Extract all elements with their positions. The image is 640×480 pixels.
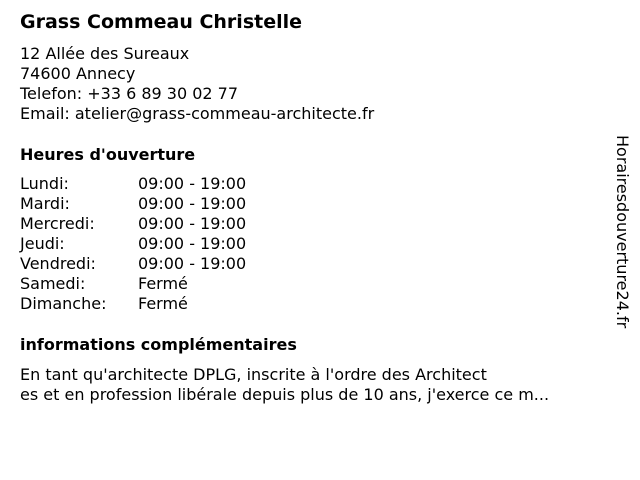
additional-info-heading: informations complémentaires <box>20 335 297 354</box>
hours-time-value: Fermé <box>138 274 188 293</box>
city-address: 74600 Annecy <box>20 64 136 83</box>
info-text-line: En tant qu'architecte DPLG, inscrite à l'ordre des Architect <box>20 365 487 384</box>
business-name: Grass Commeau Christelle <box>20 11 303 33</box>
hours-day-label: Vendredi: <box>20 254 96 273</box>
hours-time-value: 09:00 - 19:00 <box>138 214 247 233</box>
info-text-line: es et en profession libérale depuis plus de 10 ans, j'exerce ce m... <box>20 385 550 404</box>
hours-day-label: Mardi: <box>20 194 70 213</box>
hours-day-label: Mercredi: <box>20 214 95 233</box>
hours-time-value: 09:00 - 19:00 <box>138 234 247 253</box>
hours-day-label: Dimanche: <box>20 294 107 313</box>
hours-time-value: 09:00 - 19:00 <box>138 194 247 213</box>
hours-time-value: 09:00 - 19:00 <box>138 254 247 273</box>
opening-hours-heading: Heures d'ouverture <box>20 145 196 164</box>
street-address: 12 Allée des Sureaux <box>20 44 190 63</box>
site-watermark: Horairesdouverture24.fr <box>613 135 632 329</box>
hours-day-label: Samedi: <box>20 274 86 293</box>
business-address <box>20 44 374 124</box>
phone-number[interactable]: Telefon: +33 6 89 30 02 77 <box>20 84 239 103</box>
email-address[interactable]: Email: atelier@grass-commeau-architecte.fr <box>20 104 375 123</box>
hours-day-label: Lundi: <box>20 174 69 193</box>
hours-time-value: 09:00 - 19:00 <box>138 174 247 193</box>
additional-info-text <box>20 365 549 405</box>
hours-day-label: Jeudi: <box>20 234 65 253</box>
hours-time-value: Fermé <box>138 294 188 313</box>
